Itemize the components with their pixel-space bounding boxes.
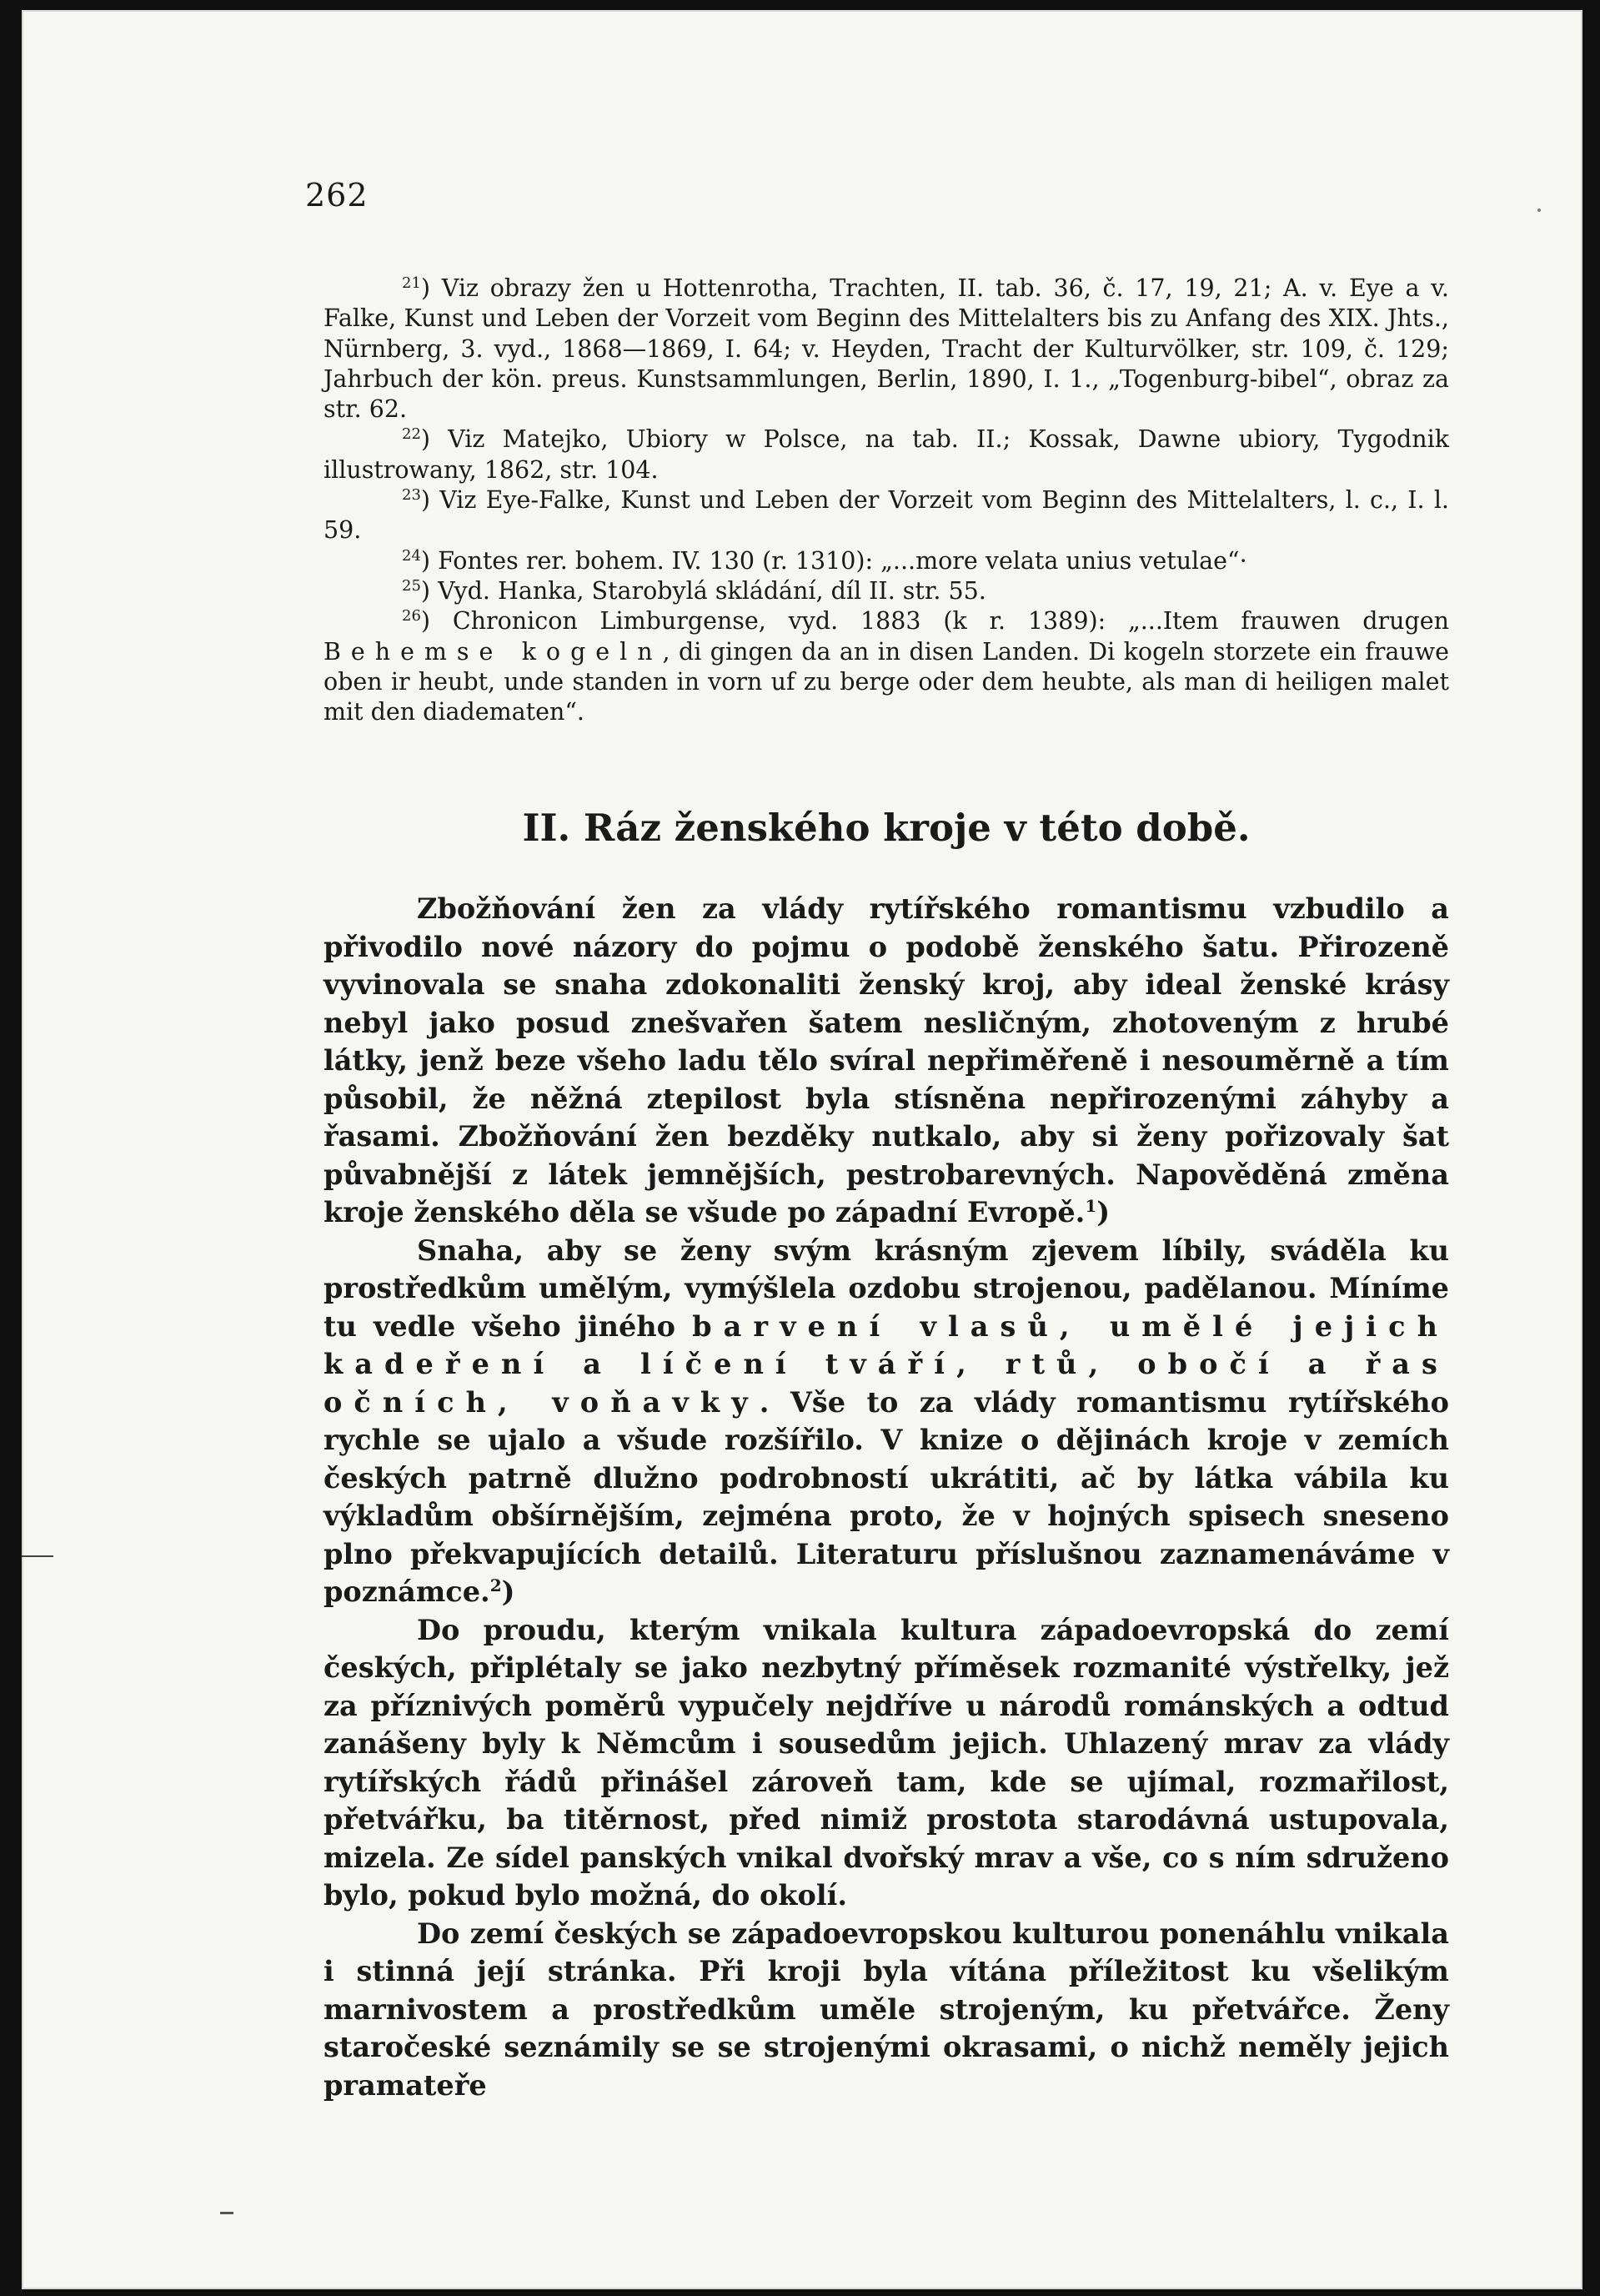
footnote-text: ) Fontes rer. bohem. IV. 130 (r. 1310): „...more velata unius vetulae“· (420, 546, 1247, 575)
footnote-25 (324, 576, 1449, 606)
footnote-mark: 21 (402, 274, 421, 292)
footnote-spaced-text: Behemse kogeln (324, 637, 663, 666)
print-speck (220, 2212, 233, 2214)
footnote-ref-paren: ) (1096, 1196, 1111, 1228)
spaced-emphasis: barvení vlasů, umělé jejich kadeření a líčení tváří, rtů, obočí a řas očních, voňavky (324, 1309, 1449, 1419)
paragraph-2 (324, 1232, 1449, 1611)
paragraph-text: Do zemí českých se západoevropskou kulturou ponenáhlu vnikala i stinná její stránka. Při kroji byla vítána příležitost ku všelikým marnivostem a prostředkům uměle strojeným, ku přetvářce. Ženy staročeské seznámily se se strojenými okrasami, o nichž neměly jejich pramateře (324, 1917, 1449, 2102)
footnote-mark: 22 (402, 425, 421, 444)
footnotes (324, 274, 1449, 727)
paragraph-1 (324, 890, 1449, 1232)
footnote-mark: 23 (402, 486, 421, 505)
body-text (324, 890, 1449, 2104)
footnote-23 (324, 485, 1449, 546)
footnote-24 (324, 546, 1449, 576)
paragraph-text-continued: . Vše to za vlády romantismu rytířského rychle se ujalo a všude rozšířilo. V knize o dějinách kroje v zemích českých patrně dlužno podrobností ukrátiti, ač by látka vábila ku výkladům obšírnějším, zejména proto, že v hojných spisech sneseno plno překvapujících detailů. Literaturu příslušnou zaznamenáváme v poznámce. (324, 1385, 1449, 1608)
margin-rule-mark (22, 1555, 53, 1557)
footnote-ref: 1 (1085, 1196, 1097, 1216)
footnote-mark: 25 (402, 576, 421, 595)
paragraph-text: Snaha, aby se ženy svým krásným zjevem líbily, sváděla ku prostředkům umělým, vymýšlela ozdobu strojenou, padělanou. Míníme tu vedle všeho jiného (324, 1233, 1449, 1343)
section-heading: II. Ráz ženského kroje v této době. (522, 806, 1251, 850)
footnote-text: ) Vyd. Hanka, Starobylá skládání, díl II. str. 55. (420, 576, 986, 605)
paragraph-text: Do proudu, kterým vnikala kultura západoevropská do zemí českých, připlétaly se jako nezbytný příměsek rozmanité výstřelky, jež za příznivých poměrů vypučely nejdříve u národů románských a odtud zanášeny byly k Němcům i sousedům jejich. Uhlazený mrav za vlády rytířských řádů přinášel zároveň tam, kde se ujímal, rozmařilost, přetvářku, ba titěrnost, před nimiž prostota starodávná ustupovala, mizela. Ze sídel panských vnikal dvořský mrav a vše, co s ním sdruženo bylo, pokud bylo možná, do okolí. (324, 1613, 1449, 1912)
footnote-text: ) Viz Matejko, Ubiory w Polsce, na tab. II.; Kossak, Dawne ubiory, Tygodnik illustrowany, 1862, str. 104. (324, 425, 1449, 484)
footnote-22 (324, 425, 1449, 485)
footnote-text: ) Viz obrazy žen u Hottenrotha, Trachten, II. tab. 36, č. 17, 19, 21; A. v. Eye a v. Falke, Kunst und Leben der Vorzeit vom Beginn des Mittelalters bis zu Anfang des XIX. Jhts., Nürnberg, 3. vyd., 1868—1869, I. 64; v. Heyden, Tracht der Kulturvölker, str. 109, č. 129; Jahrbuch der kön. preus. Kunstsammlungen, Berlin, 1890, I. 1., „Togenburg-bibel“, obraz za str. 62. (324, 274, 1449, 424)
footnote-text: ) Viz Eye-Falke, Kunst und Leben der Vorzeit vom Beginn des Mittelalters, l. c., I. l. 59. (324, 486, 1449, 545)
page-number: 262 (305, 177, 369, 214)
footnote-ref-paren: ) (501, 1575, 515, 1608)
footnote-26 (324, 606, 1449, 727)
footnote-mark: 26 (402, 607, 421, 625)
print-dot (1537, 208, 1541, 212)
paragraph-3 (324, 1611, 1449, 1915)
footnote-mark: 24 (402, 546, 421, 565)
footnote-21 (324, 274, 1449, 425)
paragraph-4 (324, 1915, 1449, 2105)
book-page (22, 10, 1582, 2289)
paragraph-text: Zbožňování žen za vlády rytířského romantismu vzbudilo a přivodilo nové názory do pojmu o podobě ženského šatu. Přirozeně vyvinovala se snaha zdokonaliti ženský kroj, aby ideal ženské krásy nebyl jako posud znešvařen šatem nesličným, zhotoveným z hrubé látky, jenž beze všeho ladu tělo svíral nepřiměřeně i nesouměrně a tím působil, že něžná ztepilost byla stísněna nepřirozenými záhyby a řasami. Zbožňování žen bezděky nutkalo, aby si ženy pořizovaly šat půvabnější z látek jemnějších, pestrobarevných. Napověděná změna kroje ženského děla se všude po západní Evropě. (324, 892, 1449, 1228)
footnote-ref: 2 (489, 1575, 502, 1595)
footnote-text: ) Chronicon Limburgense, vyd. 1883 (k r. 1389): „...Item frauwen drugen (420, 607, 1449, 636)
footnote-text-continued: , di gingen da an in disen Landen. Di kogeln storzete ein frauwe oben ir heubt, unde standen in vorn uf zu berge oder dem heubte, als man di heiligen malet mit den diadematen“. (324, 637, 1449, 726)
